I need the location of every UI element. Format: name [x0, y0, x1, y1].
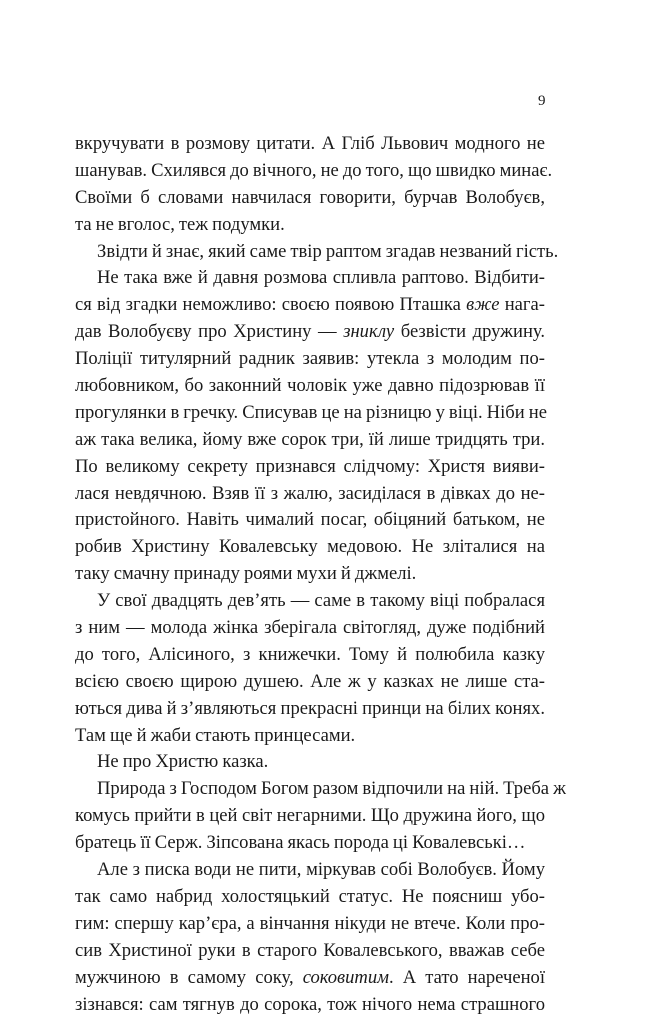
- text-segment: Не така вже й давня розмова спливла раптово. Відбити-: [97, 267, 545, 289]
- text-segment: Своїми б словами навчилася говорити, бурчав Волобуєв,: [75, 186, 545, 208]
- text-segment: дав Волобуєву про Христину —: [75, 321, 344, 343]
- text-segment: мужчиною в самому соку,: [75, 966, 303, 988]
- text-line: [75, 185, 545, 212]
- text-line: [75, 884, 545, 911]
- text-line: [75, 830, 545, 857]
- text-line: [75, 292, 545, 319]
- italic-text: соковитим: [302, 966, 390, 988]
- text-line: [75, 938, 545, 965]
- text-line: [75, 346, 545, 373]
- text-segment: лася невдячною. Взяв її з жалю, засиділася в дівках до не-: [75, 482, 545, 504]
- text-line: [75, 642, 545, 669]
- text-line: [75, 776, 566, 803]
- text-line: [75, 265, 545, 292]
- text-line: [75, 481, 545, 508]
- text-line: [75, 534, 545, 561]
- text-line: [75, 857, 545, 884]
- text-line: [75, 427, 545, 454]
- text-segment: нага-: [499, 294, 545, 316]
- text-segment: любовником, бо законний чоловік уже давно підозрював її: [75, 375, 545, 397]
- text-line: [75, 400, 545, 427]
- text-segment: аж така велика, йому вже сорок три, їй лише тридцять три.: [75, 428, 545, 450]
- text-segment: всією своєю щирою душею. Але ж у казках не лише ста-: [75, 670, 545, 692]
- text-segment: та не вголос, теж подумки.: [75, 213, 285, 235]
- text-segment: Звідти й знає, який саме твір раптом згадав незваний гість.: [97, 240, 559, 262]
- text-line: [75, 588, 545, 615]
- text-segment: гим: спершу кар’єра, а вінчання нікуди не втече. Коли про-: [75, 912, 545, 934]
- text-segment: Але з писка води не пити, міркував собі Волобуєв. Йому: [97, 859, 545, 881]
- text-segment: По великому секрету признався слідчому: Христя вияви-: [75, 455, 545, 477]
- text-segment: пристойного. Навіть чималий посаг, обіцяний батьком, не: [75, 509, 545, 531]
- text-line: [75, 696, 545, 723]
- text-line: [75, 669, 545, 696]
- italic-text: вже: [466, 294, 500, 316]
- text-segment: Не про Христю казка.: [97, 751, 269, 773]
- italic-text: зниклу: [343, 321, 395, 343]
- text-line: [75, 454, 545, 481]
- text-line: [75, 803, 545, 830]
- text-segment: ються дива й з’являються прекрасні принци на білих конях.: [75, 697, 545, 719]
- text-line: [75, 965, 545, 992]
- text-segment: Поліції титулярний радник заявив: утекла з молодим по-: [75, 348, 545, 370]
- text-line: [75, 212, 545, 239]
- text-segment: зізнався: сам тягнув до сорока, тож нічого нема страшного: [75, 993, 545, 1015]
- text-line: [75, 723, 545, 750]
- text-line: [75, 507, 545, 534]
- text-segment: братець її Серж. Зіпсована якась порода ці Ковалевські…: [75, 832, 526, 854]
- text-line: [75, 319, 545, 346]
- text-segment: сив Христиної руки в старого Ковалевського, вважав себе: [75, 939, 545, 961]
- text-segment: ся від згадки неможливо: своєю появою Пташка: [75, 294, 467, 316]
- text-segment: У свої двадцять дев’ять — саме в такому віці побралася: [97, 590, 545, 612]
- text-line: [75, 992, 545, 1019]
- text-segment: Там ще й жаби стають принцесами.: [75, 724, 356, 746]
- text-segment: до того, Алісиного, з книжечки. Тому й полюбила казку: [75, 643, 545, 665]
- text-line: [75, 749, 545, 776]
- text-line: [75, 131, 545, 158]
- text-segment: шанував. Схилявся до вічного, не до того, що швидко минає.: [75, 159, 553, 181]
- body-text: [75, 131, 566, 1018]
- text-segment: безвісти дружину.: [394, 321, 546, 343]
- text-segment: Природа з Господом Богом разом відпочили на ній. Треба ж: [97, 778, 566, 800]
- text-line: [75, 615, 545, 642]
- text-segment: . А тато нареченої: [389, 966, 545, 988]
- text-segment: робив Христину Ковалевську медовою. Не зліталися на: [75, 536, 545, 558]
- text-line: [75, 561, 545, 588]
- page-number: 9: [538, 93, 546, 109]
- text-segment: таку смачну принаду роями мухи й джмелі.: [75, 563, 417, 585]
- text-segment: так само набрид холостяцький статус. Не поясниш убо-: [75, 885, 545, 907]
- text-line: [75, 239, 559, 266]
- text-line: [75, 158, 553, 185]
- text-segment: вкручувати в розмову цитати. А Гліб Львович модного не: [75, 133, 545, 154]
- text-segment: з ним — молода жінка зберігала світогляд, дуже подібний: [75, 617, 545, 639]
- text-segment: прогулянки в гречку. Списував це на різницю у віці. Ніби не: [75, 401, 547, 423]
- text-segment: комусь прийти в цей світ негарними. Що дружина його, що: [75, 805, 545, 827]
- text-line: [75, 911, 545, 938]
- text-line: [75, 373, 545, 400]
